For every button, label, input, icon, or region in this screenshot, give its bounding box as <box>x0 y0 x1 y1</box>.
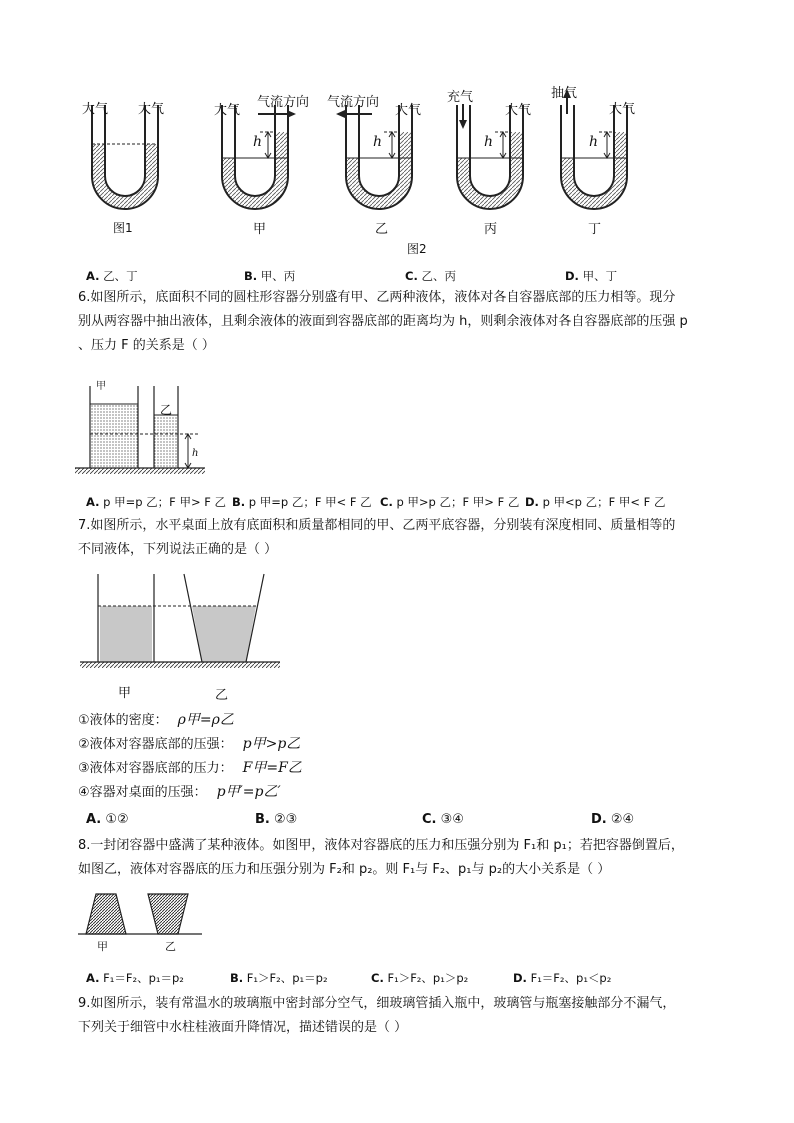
label-jia: 甲 <box>253 222 267 237</box>
q5-option-a[interactable]: A. 乙、丁 <box>86 269 138 283</box>
label-atm: 大气 <box>214 103 241 118</box>
q7-statement-1: ①液体的密度： ρ甲=ρ乙 <box>78 712 234 728</box>
label-pump: 抽气 <box>551 86 578 101</box>
label-airflow: 气流方向 <box>257 95 310 110</box>
q7-statement-2: ②液体对容器底部的压强： p甲>p乙 <box>78 736 301 752</box>
label-atm: 大气 <box>82 102 109 117</box>
q6-label-jia: 甲 <box>96 381 106 392</box>
q7-option-c[interactable]: C. ③④ <box>422 812 464 827</box>
q7-option-a[interactable]: A. ①② <box>86 812 129 827</box>
q7-label-yi: 乙 <box>215 688 229 703</box>
q7-option-b[interactable]: B. ②③ <box>255 812 298 827</box>
label-yi: 乙 <box>375 222 389 237</box>
q6-option-c[interactable]: C. p 甲>p 乙；F 甲> F 乙 <box>380 495 520 509</box>
q6-stem-line3: 、压力 F 的关系是（ ） <box>78 338 215 353</box>
u-tube-fig1 <box>92 105 158 209</box>
q9-stem-line2: 下列关于细管中水柱桂液面升降情况，描述错误的是（ ） <box>78 1020 408 1035</box>
q5-option-c[interactable]: C. 乙、丙 <box>405 269 456 283</box>
label-fig2: 图2 <box>407 242 427 256</box>
q8-stem-line2: 如图乙，液体对容器底的压力和压强分别为 F₂和 p₂。则 F₁与 F₂、p₁与 p₂的大小关系是（ ） <box>78 862 611 877</box>
label-inflate: 充气 <box>447 90 474 105</box>
label-bing: 丙 <box>484 222 498 237</box>
label-h: h <box>373 134 383 150</box>
q6-label-yi: 乙 <box>160 403 173 417</box>
q7-label-jia: 甲 <box>118 686 132 701</box>
label-atm: 大气 <box>609 102 636 117</box>
q5-option-b[interactable]: B. 甲、丙 <box>244 269 296 283</box>
q8-label-yi: 乙 <box>165 940 176 953</box>
u-tube-jia <box>222 105 296 209</box>
q6-option-a[interactable]: A. p 甲=p 乙；F 甲> F 乙 <box>86 495 227 509</box>
label-h: h <box>484 134 494 150</box>
label-ding: 丁 <box>588 222 602 237</box>
label-fig1: 图1 <box>113 221 133 235</box>
q8-label-jia: 甲 <box>97 940 108 953</box>
q7-option-d[interactable]: D. ②④ <box>591 812 635 827</box>
label-atm: 大气 <box>505 103 532 118</box>
q8-stem-line1: 8.一封闭容器中盛满了某种液体。如图甲，液体对容器底的压力和压强分别为 F₁和 p₁；若把容器倒置后， <box>78 838 684 853</box>
q9-stem-line1: 9.如图所示，装有常温水的玻璃瓶中密封部分空气，细玻璃管插入瓶中，玻璃管与瓶塞接触部分不漏气， <box>78 996 676 1011</box>
label-atm: 大气 <box>395 103 422 118</box>
q7-containers-figure <box>70 568 290 678</box>
u-tube-bing <box>457 104 523 209</box>
q7-stem-line1: 7.如图所示，水平桌面上放有底面积和质量都相同的甲、乙两平底容器，分别装有深度相同、质量相等的 <box>78 518 676 533</box>
q7-statement-4: ④容器对桌面的压强： p甲′=p乙′ <box>78 784 281 800</box>
label-h: h <box>589 134 599 150</box>
q7-statement-3: ③液体对容器底部的压力： F甲=F乙 <box>78 760 302 776</box>
q5-option-d[interactable]: D. 甲、丁 <box>565 269 618 283</box>
label-h: h <box>253 134 263 150</box>
q6-label-h: h <box>192 448 199 459</box>
q8-trapezoid-figure <box>72 888 212 948</box>
label-airflow: 气流方向 <box>327 95 380 110</box>
q8-option-a[interactable]: A. F₁＝F₂、p₁＝p₂ <box>86 971 184 985</box>
q6-cylinders-figure <box>70 378 210 478</box>
q6-stem-line2: 别从两容器中抽出液体，且剩余液体的液面到容器底部的距离均为 h，则剩余液体对各自容器底部的压强 p <box>78 314 688 329</box>
q8-option-d[interactable]: D. F₁＝F₂、p₁＜p₂ <box>513 971 612 985</box>
u-tube-yi <box>336 105 412 209</box>
q6-option-b[interactable]: B. p 甲=p 乙；F 甲< F 乙 <box>232 495 372 509</box>
q6-option-d[interactable]: D. p 甲<p 乙；F 甲< F 乙 <box>525 495 666 509</box>
label-atm: 大气 <box>138 102 165 117</box>
q8-option-b[interactable]: B. F₁＞F₂、p₁＝p₂ <box>230 971 328 985</box>
q7-stem-line2: 不同液体，下列说法正确的是（ ） <box>78 542 278 557</box>
q6-stem-line1: 6.如图所示，底面积不同的圆柱形容器分别盛有甲、乙两种液体，液体对各自容器底部的压力相等。现分 <box>78 290 676 305</box>
q8-option-c[interactable]: C. F₁＞F₂、p₁＞p₂ <box>371 971 469 985</box>
